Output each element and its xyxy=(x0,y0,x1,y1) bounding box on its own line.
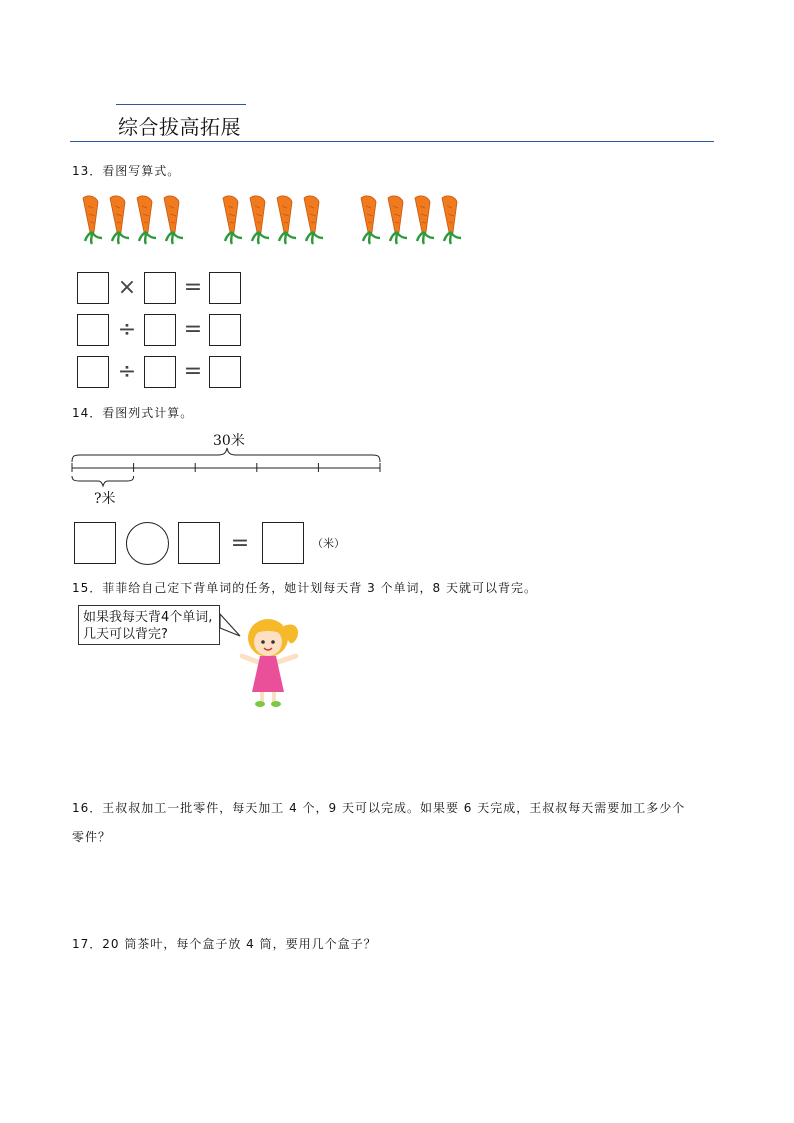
carrot-icon xyxy=(83,196,102,244)
carrot-icon xyxy=(277,196,296,244)
carrot-icon xyxy=(388,196,407,244)
part-brace xyxy=(72,476,134,486)
operator-symbol: ÷ xyxy=(117,317,137,342)
answer-box[interactable] xyxy=(262,522,304,564)
total-length-label: 30米 xyxy=(213,433,245,449)
question-13-text: 13．看图写算式。 xyxy=(72,164,181,178)
question-14-text: 14．看图列式计算。 xyxy=(72,406,194,420)
equals-symbol: = xyxy=(183,317,203,342)
answer-box[interactable] xyxy=(74,522,116,564)
carrot-icon xyxy=(304,196,323,244)
equals-symbol: = xyxy=(183,359,203,384)
question-17-text: 17．20 筒茶叶，每个盒子放 4 筒，要用几个盒子？ xyxy=(72,937,377,951)
carrot-icon xyxy=(137,196,156,244)
segment-diagram xyxy=(68,446,388,492)
answer-box[interactable] xyxy=(77,356,109,388)
total-brace xyxy=(72,448,380,462)
operator-symbol: ÷ xyxy=(117,359,137,384)
carrot-group-2 xyxy=(223,196,323,244)
carrot-groups-illustration xyxy=(80,192,480,248)
carrot-icon xyxy=(250,196,269,244)
answer-box[interactable] xyxy=(144,272,176,304)
speech-bubble-line-1: 如果我每天背4个单词, xyxy=(83,610,213,625)
carrot-group-3 xyxy=(361,196,461,244)
answer-box[interactable] xyxy=(77,314,109,346)
unit-label: （米） xyxy=(312,537,345,550)
answer-box[interactable] xyxy=(209,356,241,388)
operator-circle[interactable] xyxy=(126,522,169,565)
answer-box[interactable] xyxy=(144,314,176,346)
girl-illustration xyxy=(218,612,308,708)
answer-box[interactable] xyxy=(144,356,176,388)
speech-bubble-line-2: 几天可以背完? xyxy=(83,627,168,642)
answer-box[interactable] xyxy=(209,272,241,304)
equals-symbol: = xyxy=(183,275,203,300)
carrot-group-1 xyxy=(83,196,183,244)
section-title: 综合拔高拓展 xyxy=(118,115,241,139)
question-15-text: 15．菲菲给自己定下背单词的任务，她计划每天背 3 个单词，8 天就可以背完。 xyxy=(72,581,537,595)
carrot-icon xyxy=(223,196,242,244)
answer-box[interactable] xyxy=(209,314,241,346)
operator-symbol: × xyxy=(117,275,137,300)
speech-bubble xyxy=(78,605,220,645)
carrot-icon xyxy=(361,196,380,244)
carrot-icon xyxy=(164,196,183,244)
answer-box[interactable] xyxy=(178,522,220,564)
carrot-icon xyxy=(110,196,129,244)
section-title-line-bottom xyxy=(70,141,714,142)
carrot-icon xyxy=(415,196,434,244)
question-16-text-line-2: 零件？ xyxy=(72,830,112,844)
carrot-icon xyxy=(442,196,461,244)
answer-box[interactable] xyxy=(77,272,109,304)
question-16-text-line-1: 16．王叔叔加工一批零件，每天加工 4 个，9 天可以完成。如果要 6 天完成，王叔叔每天需要加工多少个 xyxy=(72,801,686,815)
equals-symbol: = xyxy=(230,531,250,556)
section-title-line-top xyxy=(116,104,246,105)
part-length-label: ?米 xyxy=(94,491,116,507)
